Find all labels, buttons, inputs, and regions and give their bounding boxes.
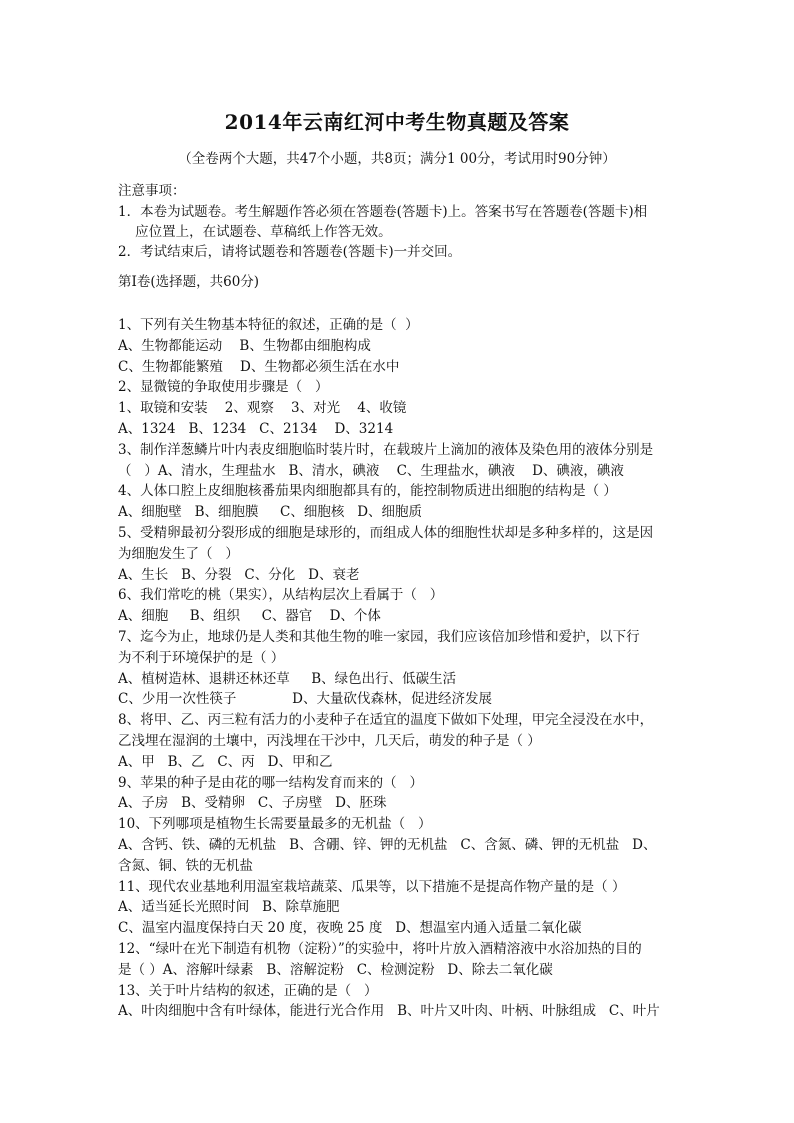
notes-heading: 注意事项： [118,183,186,199]
note-line: 1．本卷为试题卷。考生解题作答必须在答题卷(答题卡)上。答案书写在答题卷(答题卡)相 [118,204,648,220]
question-line: 4、人体口腔上皮细胞核番茄果肉细胞都具有的，能控制物质进出细胞的结构是（ ） [118,483,617,500]
question-line: 为不利于环境保护的是（ ） [118,649,285,666]
exam-info: （全卷两个大题，共47个小题，共8页；满分1 00分，考试用时90分钟） [178,151,616,167]
question-line: 12、“绿叶在光下制造有机物（淀粉）”的实验中，将叶片放入酒精溶液中水浴加热的目的 [118,940,642,957]
question-line: 5、受精卵最初分裂形成的细胞是球形的，而组成人体的细胞性状却是多种多样的，这是因 [118,524,654,541]
question-line: 9、苹果的种子是由花的哪一结构发育而来的（ ） [118,774,423,791]
option-line: A、生物都能运动 B、生物都由细胞构成 [118,337,371,354]
option-line: 含氮、铜、铁的无机盐 [118,857,253,874]
question-line: 8、将甲、乙、丙三粒有活力的小麦种子在适宜的温度下做如下处理，甲完全浸没在水中， [118,712,654,729]
question-line: 7、迄今为止，地球仍是人类和其他生物的唯一家园，我们应该倍加珍惜和爱护，以下行 [118,628,640,645]
option-line: C、生物都能繁殖 D、生物都必须生活在水中 [118,358,400,375]
question-line: 2、显微镜的争取使用步骤是（ ） [118,379,329,396]
option-line: A、含钙、铁、磷的无机盐 B、含硼、锌、钾的无机盐 C、含氮、磷、钾的无机盐 D、 [118,836,657,853]
question-line: 3、制作洋葱鳞片叶内表皮细胞临时装片时，在载玻片上滴加的液体及染色用的液体分别是 [118,441,654,458]
option-line: A、适当延长光照时间 B、除草施肥 [118,899,340,916]
question-line: 10、下列哪项是植物生长需要量最多的无机盐（ ） [118,816,432,833]
option-line: A、1324 B、1234 C、2134 D、3214 [118,420,394,437]
question-line: 为细胞发生了（ ） [118,545,239,562]
option-line: 是（ ）A、溶解叶绿素 B、溶解淀粉 C、检测淀粉 D、除去二氧化碳 [118,961,553,978]
question-line: 6、我们常吃的桃（果实），从结构层次上看属于（ ） [118,587,444,604]
option-line: A、甲 B、乙 C、丙 D、甲和乙 [118,753,333,770]
question-list [118,315,686,1022]
option-line: A、子房 B、受精卵 C、子房壁 D、胚珠 [118,795,387,812]
option-line: A、生长 B、分裂 C、分化 D、衰老 [118,566,360,583]
question-line: 11、现代农业基地利用温室栽培蔬菜、瓜果等，以下措施不是提高作物产量的是（ ） [118,878,626,895]
note-line: 应位置上，在试题卷、草稿纸上作答无效。 [118,224,392,240]
option-line: A、叶肉细胞中含有叶绿体，能进行光合作用 B、叶片又叶肉、叶柄、叶脉组成 C、叶片 [118,1003,660,1020]
option-line: A、植树造林、退耕还林还草 B、绿色出行、低碳生活 [118,670,457,687]
question-line: 乙浅埋在湿润的土壤中，丙浅埋在干沙中，几天后，萌发的种子是（ ） [118,732,541,749]
option-line: （ ）A、清水，生理盐水 B、清水，碘液 C、生理盐水，碘液 D、碘液，碘液 [118,462,624,479]
question-line: 13、关于叶片结构的叙述，正确的是（ ） [118,982,378,999]
question-line: 1、取镜和安装 2、观察 3、对光 4、收镜 [118,400,407,417]
option-line: A、细胞 B、组织 C、器官 D、个体 [118,608,381,625]
option-line: A、细胞壁 B、细胞膜 C、细胞核 D、细胞质 [118,504,423,521]
question-line: 1、下列有关生物基本特征的叙述，正确的是（ ） [118,317,419,333]
section-heading: 第Ⅰ卷(选择题，共60分) [118,274,260,290]
page-title: 2014年云南红河中考生物真题及答案 [224,110,570,134]
option-line: C、温室内温度保持白天 20 度，夜晚 25 度 D、想温室内通入适量二氧化碳 [118,920,582,937]
option-line: C、少用一次性筷子 D、大量砍伐森林，促进经济发展 [118,691,492,708]
note-line: 2．考试结束后，请将试题卷和答题卷(答题卡)一并交回。 [118,244,462,260]
notes-list [118,202,688,262]
